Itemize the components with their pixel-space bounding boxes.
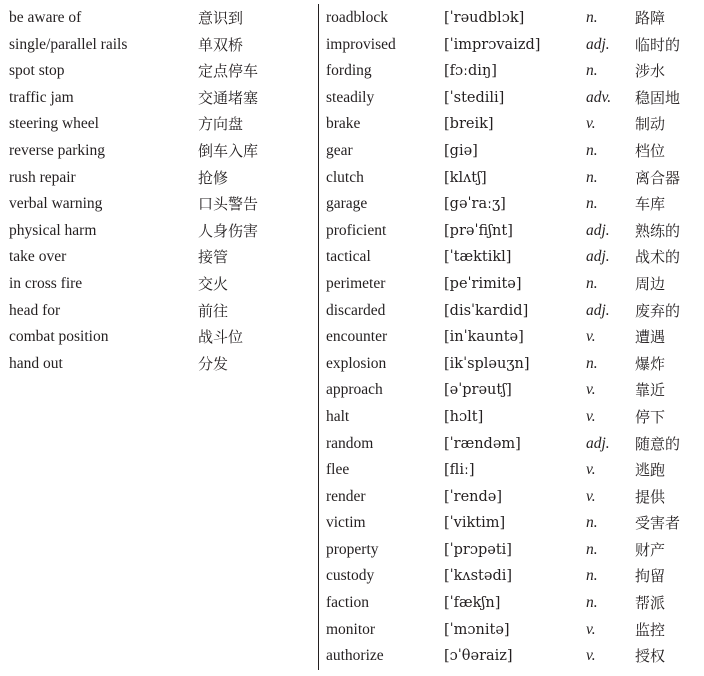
word-english: encounter xyxy=(326,328,388,346)
word-chinese: 爆炸 xyxy=(635,354,666,373)
word-row xyxy=(326,191,704,218)
word-part-of-speech: n. xyxy=(586,354,598,372)
word-phonetic: [əˈprəutʃ] xyxy=(444,382,512,399)
word-part-of-speech: adj. xyxy=(586,434,610,452)
word-english: brake xyxy=(326,115,361,133)
phrase-chinese: 接管 xyxy=(198,248,229,267)
word-part-of-speech: v. xyxy=(586,407,596,425)
word-chinese: 遭遇 xyxy=(635,328,666,347)
word-row xyxy=(326,404,704,431)
word-english: improvised xyxy=(326,35,396,53)
word-part-of-speech: v. xyxy=(586,620,596,638)
word-english: authorize xyxy=(326,647,384,665)
word-phonetic: [fɔːdiŋ] xyxy=(444,63,497,80)
word-phonetic: [inˈkauntə] xyxy=(444,329,524,346)
word-row xyxy=(326,484,704,511)
word-row xyxy=(326,138,704,165)
word-phonetic: [disˈkardid] xyxy=(444,302,529,319)
phrase-english: reverse parking xyxy=(9,141,105,159)
phrase-row xyxy=(9,138,309,165)
phrase-chinese: 人身伤害 xyxy=(198,221,259,240)
phrase-english: spot stop xyxy=(9,62,65,80)
word-phonetic: [ˈmɔnitə] xyxy=(444,621,510,638)
word-chinese: 稳固地 xyxy=(635,88,681,107)
word-chinese: 监控 xyxy=(635,620,666,639)
word-part-of-speech: n. xyxy=(586,540,598,558)
word-english: roadblock xyxy=(326,9,388,26)
word-part-of-speech: n. xyxy=(586,274,598,292)
phrase-english: single/parallel rails xyxy=(9,35,128,53)
word-chinese: 制动 xyxy=(635,115,666,134)
phrase-chinese: 单双桥 xyxy=(198,35,244,54)
word-row xyxy=(326,111,704,138)
word-chinese: 受害者 xyxy=(635,514,681,533)
word-phonetic: [ˈimprɔvaizd] xyxy=(444,36,541,53)
word-phonetic: [hɔlt] xyxy=(444,408,484,425)
word-english: gear xyxy=(326,141,353,159)
word-part-of-speech: v. xyxy=(586,115,596,133)
word-row xyxy=(326,617,704,644)
word-chinese: 战术的 xyxy=(635,248,681,267)
word-part-of-speech: n. xyxy=(586,9,598,26)
word-part-of-speech: adj. xyxy=(586,248,610,266)
phrase-row xyxy=(9,191,309,218)
word-chinese: 档位 xyxy=(635,141,666,160)
word-row xyxy=(326,510,704,537)
phrase-english: in cross fire xyxy=(9,274,83,292)
word-chinese: 熟练的 xyxy=(635,221,681,240)
word-part-of-speech: v. xyxy=(586,381,596,399)
word-english: fording xyxy=(326,62,372,80)
phrase-english: head for xyxy=(9,301,61,319)
word-english: proficient xyxy=(326,221,387,239)
phrase-chinese: 战斗位 xyxy=(198,328,244,347)
word-english: garage xyxy=(326,195,368,213)
word-english: halt xyxy=(326,407,350,425)
word-row xyxy=(326,218,704,245)
word-chinese: 临时的 xyxy=(635,35,681,54)
word-phonetic: [ˈstedili] xyxy=(444,89,505,106)
word-row xyxy=(326,457,704,484)
word-english: clutch xyxy=(326,168,364,186)
word-part-of-speech: n. xyxy=(586,141,598,159)
phrase-chinese: 分发 xyxy=(198,354,229,373)
word-row xyxy=(326,5,704,32)
word-row xyxy=(326,431,704,458)
word-row xyxy=(326,271,704,298)
word-chinese: 靠近 xyxy=(635,381,666,400)
word-english: flee xyxy=(326,461,350,479)
word-chinese: 授权 xyxy=(635,647,666,666)
word-english: custody xyxy=(326,567,375,585)
word-phonetic: [peˈrimitə] xyxy=(444,275,522,292)
word-row xyxy=(326,298,704,325)
word-english: victim xyxy=(326,514,366,532)
phrase-english: hand out xyxy=(9,354,63,372)
phrase-row xyxy=(9,298,309,325)
word-phonetic: [ˈrəudblɔk] xyxy=(444,10,525,26)
phrase-chinese: 交通堵塞 xyxy=(198,88,259,107)
word-chinese: 废弃的 xyxy=(635,301,681,320)
word-part-of-speech: v. xyxy=(586,328,596,346)
phrase-row xyxy=(9,85,309,112)
word-part-of-speech: n. xyxy=(586,195,598,213)
word-phonetic: [fliː] xyxy=(444,462,475,479)
word-english: perimeter xyxy=(326,274,386,292)
word-phonetic: [ˈkʌstədi] xyxy=(444,568,513,585)
phrase-row xyxy=(9,32,309,59)
word-chinese: 提供 xyxy=(635,487,666,506)
phrase-english: rush repair xyxy=(9,168,76,186)
word-chinese: 周边 xyxy=(635,274,666,293)
phrase-english: combat position xyxy=(9,328,109,346)
phrase-chinese: 定点停车 xyxy=(198,62,259,81)
word-english: approach xyxy=(326,381,383,399)
word-part-of-speech: adj. xyxy=(586,301,610,319)
phrase-english: be aware of xyxy=(9,9,82,26)
word-chinese: 随意的 xyxy=(635,434,681,453)
word-part-of-speech: v. xyxy=(586,487,596,505)
phrase-row xyxy=(9,165,309,192)
phrase-row xyxy=(9,324,309,351)
phrase-row xyxy=(9,244,309,271)
word-row xyxy=(326,351,704,378)
word-row xyxy=(326,244,704,271)
phrase-row xyxy=(9,5,309,32)
word-phonetic: [gəˈraːʒ] xyxy=(444,196,506,213)
word-row xyxy=(326,537,704,564)
word-english: faction xyxy=(326,594,370,612)
word-english: explosion xyxy=(326,354,387,372)
word-part-of-speech: adv. xyxy=(586,88,612,106)
word-english: steadily xyxy=(326,88,375,106)
phrase-chinese: 口头警告 xyxy=(198,195,259,214)
word-chinese: 离合器 xyxy=(635,168,681,187)
word-part-of-speech: n. xyxy=(586,514,598,532)
word-row xyxy=(326,32,704,59)
word-chinese: 停下 xyxy=(635,407,666,426)
phrase-english: steering wheel xyxy=(9,115,99,133)
phrase-list xyxy=(9,5,309,377)
word-part-of-speech: adj. xyxy=(586,35,610,53)
phrase-chinese: 交火 xyxy=(198,274,229,293)
word-english: monitor xyxy=(326,620,376,638)
word-phonetic: [ˈrendə] xyxy=(444,488,503,505)
word-english: discarded xyxy=(326,301,386,319)
word-row xyxy=(326,643,704,670)
phrase-english: traffic jam xyxy=(9,88,74,106)
word-english: property xyxy=(326,540,379,558)
word-chinese: 路障 xyxy=(635,9,666,27)
word-english: random xyxy=(326,434,374,452)
phrase-row xyxy=(9,218,309,245)
word-phonetic: [prəˈfiʃnt] xyxy=(444,222,513,239)
word-phonetic: [ˈviktim] xyxy=(444,515,506,532)
word-phonetic: [ˈtæktikl] xyxy=(444,249,512,266)
word-part-of-speech: n. xyxy=(586,567,598,585)
word-row xyxy=(326,590,704,617)
phrase-english: physical harm xyxy=(9,221,97,239)
word-chinese: 帮派 xyxy=(635,594,666,613)
word-chinese: 财产 xyxy=(635,540,666,559)
word-phonetic: [ˈfækʃn] xyxy=(444,595,501,612)
phrase-row xyxy=(9,351,309,378)
phrase-chinese: 倒车入库 xyxy=(198,141,259,160)
phrase-chinese: 抢修 xyxy=(198,168,229,187)
word-chinese: 车库 xyxy=(635,195,666,214)
word-row xyxy=(326,58,704,85)
word-phonetic: [ˈrændəm] xyxy=(444,435,521,452)
word-phonetic: [klʌtʃ] xyxy=(444,169,487,186)
word-chinese: 拘留 xyxy=(635,567,666,586)
word-part-of-speech: adj. xyxy=(586,221,610,239)
phrase-chinese: 前往 xyxy=(198,301,229,320)
column-divider xyxy=(318,4,319,670)
word-phonetic: [ˈprɔpəti] xyxy=(444,541,512,558)
word-chinese: 逃跑 xyxy=(635,461,666,480)
word-row xyxy=(326,85,704,112)
phrase-english: take over xyxy=(9,248,67,266)
word-list xyxy=(326,5,704,670)
word-english: tactical xyxy=(326,248,371,266)
word-part-of-speech: n. xyxy=(586,168,598,186)
word-part-of-speech: n. xyxy=(586,62,598,80)
word-phonetic: [ɔˈθəraiz] xyxy=(444,648,513,665)
word-phonetic: [giə] xyxy=(444,142,478,159)
word-row xyxy=(326,165,704,192)
phrase-row xyxy=(9,58,309,85)
word-phonetic: [ikˈspləuʒn] xyxy=(444,355,530,372)
word-row xyxy=(326,563,704,590)
word-part-of-speech: v. xyxy=(586,647,596,665)
word-row xyxy=(326,324,704,351)
word-phonetic: [breik] xyxy=(444,116,494,133)
word-part-of-speech: v. xyxy=(586,461,596,479)
word-part-of-speech: n. xyxy=(586,594,598,612)
phrase-english: verbal warning xyxy=(9,195,103,213)
phrase-chinese: 意识到 xyxy=(198,9,244,27)
word-row xyxy=(326,377,704,404)
phrase-row xyxy=(9,111,309,138)
phrase-chinese: 方向盘 xyxy=(198,115,244,134)
word-chinese: 涉水 xyxy=(635,62,666,81)
word-english: render xyxy=(326,487,366,505)
phrase-row xyxy=(9,271,309,298)
